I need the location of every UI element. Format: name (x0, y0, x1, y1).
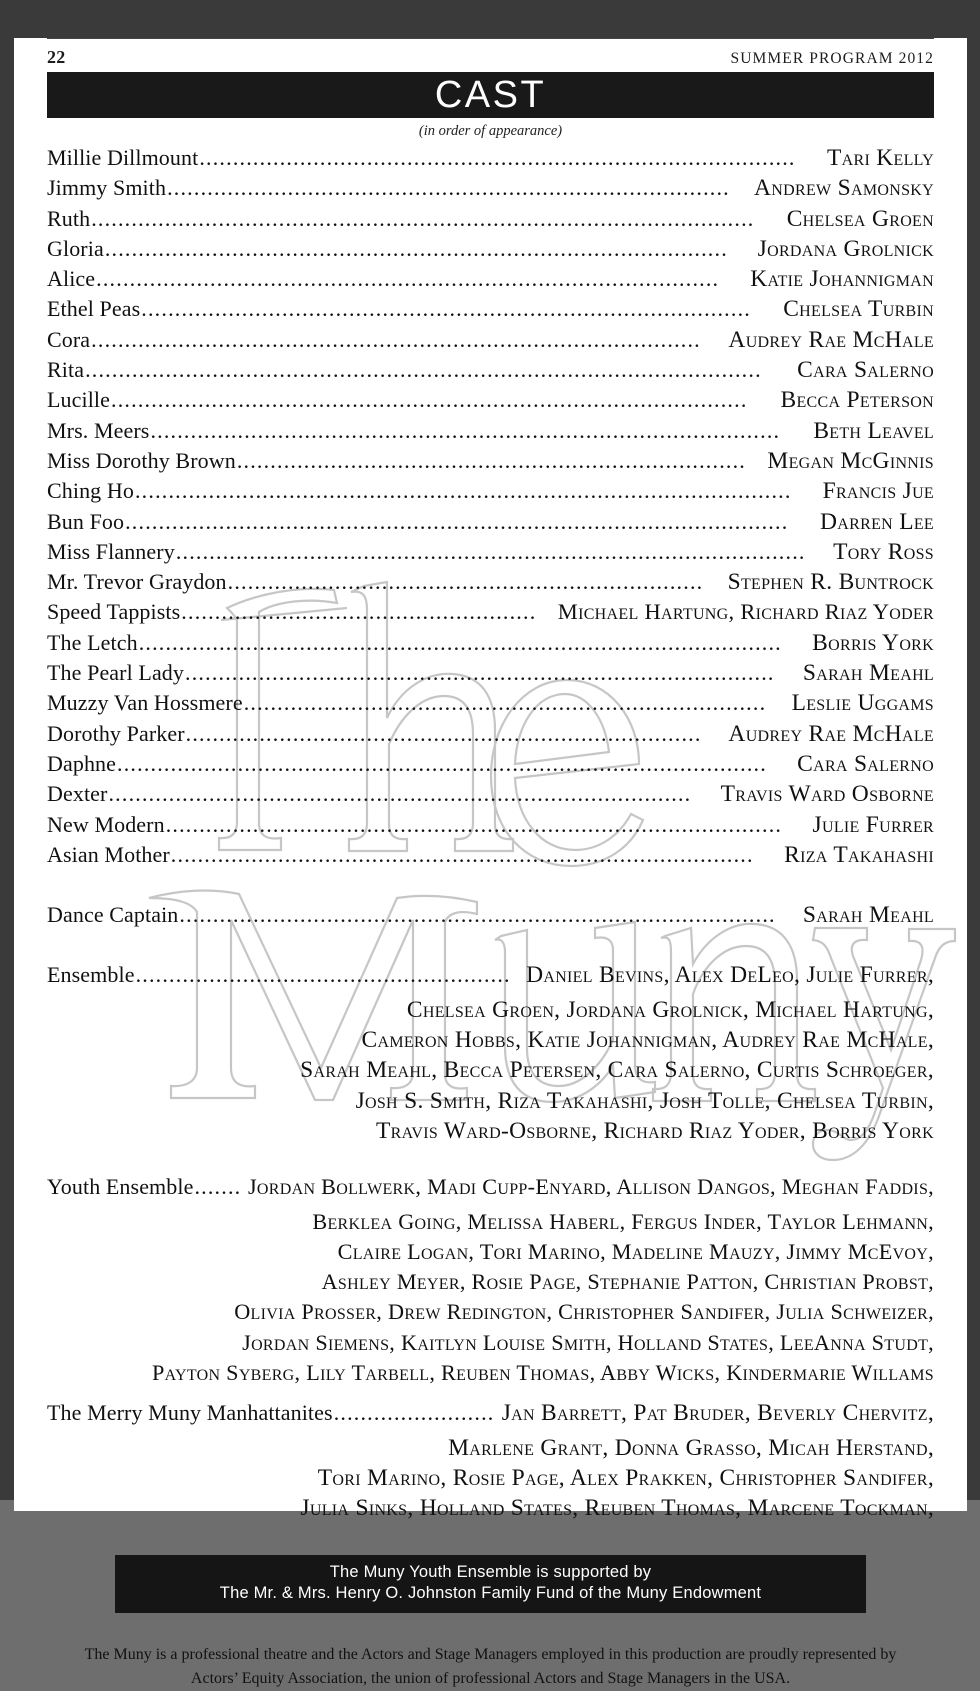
actor-names-line: Ashley Meyer, Rosie Page, Stephanie Patton, Christian Probst, (321, 1269, 934, 1295)
actor-name: Leslie Uggams (791, 690, 934, 717)
manhattanites-block (47, 1402, 934, 1523)
ensemble-block (47, 964, 934, 1146)
actor-name: Sarah Meahl (802, 660, 934, 687)
role-label: Cora (47, 326, 91, 352)
role-label: Daphne (47, 750, 117, 776)
dot-leader: ............................................................................................ (165, 811, 783, 837)
program-title: SUMMER PROGRAM 2012 (730, 50, 934, 67)
actor-names-line: Olivia Prosser, Drew Redington, Christopher Sandifer, Julia Schweizer, (234, 1299, 934, 1325)
actor-name: Francis Jue (822, 478, 934, 505)
dot-leader: ............................................................................. (185, 720, 702, 746)
cast-row (47, 750, 934, 783)
actor-name: Becca Peterson (780, 387, 934, 414)
actor-names-line: Marlene Grant, Donna Grasso, Micah Herstand, (448, 1434, 934, 1461)
dot-leader: ......................................................................................... (179, 902, 776, 928)
cast-row (47, 326, 934, 359)
actor-name: Michael Hartung, Richard Riaz Yoder (557, 599, 934, 625)
actor-name: Tory Ross (833, 538, 934, 565)
role-label: Miss Dorothy Brown (47, 447, 236, 473)
cast-row (47, 692, 934, 722)
actor-names-line: Jordan Siemens, Kaitlyn Louise Smith, Holland States, LeeAnna Studt, (242, 1329, 934, 1355)
role-label: Ruth (47, 205, 91, 231)
cast-row (47, 811, 934, 844)
cast-row (47, 447, 934, 480)
cast-row (47, 205, 934, 238)
actor-names: Daniel Bevins, Alex DeLeo, Julie Furrer, (526, 962, 934, 989)
dot-leader: ......................................................................................... (199, 145, 796, 170)
dot-leader: ............................................................................ (236, 447, 747, 473)
role-label: The Pearl Lady (47, 660, 185, 686)
cast-row (47, 629, 934, 662)
dot-leader: .................................................................................................. (134, 478, 792, 504)
cast-row (47, 480, 934, 510)
cast-row (47, 538, 934, 571)
dot-leader: ..................................................... (181, 599, 537, 625)
dot-leader: .................................................................................... (167, 175, 730, 201)
actor-name: Borris York (812, 629, 934, 656)
cast-subtitle: (in order of appearance) (418, 123, 563, 139)
cast-row (47, 235, 934, 268)
cast-row (47, 601, 934, 631)
actor-names-line: Claire Logan, Tori Marino, Madeline Mauzy, Jimmy McEvoy, (337, 1238, 934, 1264)
role-label: Lucille (47, 387, 111, 413)
actor-name: Jordana Grolnick (757, 235, 934, 262)
dot-leader: ....................................................................................... (170, 841, 754, 867)
actor-names-line: Sarah Meahl, Becca Petersen, Cara Salerno, Curtis Schroeger, (300, 1057, 934, 1084)
role-label: Mrs. Meers (47, 417, 150, 443)
role-label: Ethel Peas (47, 296, 141, 322)
dot-leader: .............................................................................. (243, 690, 767, 716)
actor-names-line: Berklea Going, Melissa Haberl, Fergus Inder, Taylor Lehmann, (312, 1208, 934, 1234)
actor-name: Riza Takahashi (784, 841, 934, 868)
role-label: Alice (47, 266, 96, 292)
cast-heading: CAST (434, 74, 547, 116)
page-number: 22 (47, 47, 66, 67)
role-label: Millie Dillmount (47, 145, 199, 170)
role-label: Dexter (47, 781, 108, 807)
role-label: Gloria (47, 235, 104, 261)
cast-row (47, 177, 934, 207)
dance-captain-row (47, 904, 934, 934)
role-label: Mr. Trevor Graydon (47, 569, 227, 595)
role-label: The Merry Muny Manhattanites (47, 1400, 333, 1426)
program-page (14, 38, 967, 1688)
dot-leader: ..................................................................................................... (85, 357, 762, 383)
role-label: Youth Ensemble (47, 1174, 194, 1200)
actor-name: Sarah Meahl (802, 902, 934, 929)
role-label: Ensemble (47, 962, 135, 988)
equity-line-1: The Muny is a professional theatre and the Actors and Stage Managers employed in this production are proudly represented by (84, 1646, 897, 1664)
role-label: Miss Flannery (47, 538, 175, 564)
dot-leader: ........................................................ (135, 962, 511, 988)
role-label: Speed Tappists (47, 599, 181, 625)
actor-name: Cara Salerno (797, 750, 934, 777)
dot-leader: .............................................................................................. (150, 417, 781, 443)
cast-row (47, 298, 934, 328)
actor-name: Stephen R. Buntrock (727, 569, 934, 596)
dot-leader: ....................................................................................... (108, 781, 692, 807)
role-label: Ching Ho (47, 478, 134, 504)
dot-leader: ....................................................................... (227, 569, 704, 595)
cast-row (47, 783, 934, 813)
role-label: Jimmy Smith (47, 175, 167, 201)
actor-names-line: Chelsea Groen, Jordana Grolnick, Michael Hartung, (406, 996, 934, 1023)
cast-row (47, 508, 934, 541)
actor-names-line: Tori Marino, Rosie Page, Alex Prakken, Christopher Sandifer, (317, 1464, 934, 1491)
actor-name: Tari Kelly (826, 145, 934, 171)
cast-row (47, 417, 934, 450)
actor-name: Andrew Samonsky (754, 175, 934, 202)
dot-leader: ............................................................................................. (104, 235, 728, 261)
support-line-2: The Mr. & Mrs. Henry O. Johnston Family Fund of the Muny Endowment (219, 1584, 762, 1603)
dot-leader: ........................................................................................... (91, 326, 701, 352)
actor-name: Megan McGinnis (767, 447, 934, 474)
actor-names: Jordan Bollwerk, Madi Cupp-Enyard, Allison Dangos, Meghan Faddis, (247, 1174, 934, 1200)
role-label: The Letch (47, 629, 138, 655)
actor-name: Audrey Rae McHale (728, 326, 934, 353)
cast-banner (47, 72, 934, 118)
cast-row (47, 662, 934, 692)
cast-list (47, 147, 934, 874)
cast-row (47, 841, 934, 874)
dot-leader: ................................................................................................. (117, 750, 767, 776)
role-label: Rita (47, 357, 85, 383)
role-label: Dorothy Parker (47, 720, 185, 746)
actor-names: Jan Barrett, Pat Bruder, Beverly Chervitz, (501, 1400, 934, 1427)
role-label: Muzzy Van Hossmere (47, 690, 243, 716)
cast-row (47, 359, 934, 389)
dot-leader: ........................................................................................ (185, 660, 775, 686)
role-label: Bun Foo (47, 508, 125, 534)
spacer (47, 934, 934, 964)
equity-line-2: Actors’ Equity Association, the union of professional Actors and Stage Managers in the USA. (190, 1670, 791, 1688)
dot-leader: ................................................................................................... (91, 205, 755, 231)
support-banner (115, 1555, 866, 1613)
cast-row (47, 147, 934, 177)
dot-leader: ........................................................................................... (141, 296, 751, 322)
actor-name: Travis Ward Osborne (720, 781, 934, 808)
dot-leader: ....... (194, 1174, 242, 1200)
dot-leader: ............................................................................................... (111, 387, 748, 413)
role-label: New Modern (47, 811, 165, 837)
equity-notice (47, 1643, 934, 1691)
role-label: Asian Mother (47, 841, 170, 867)
actor-name: Cara Salerno (797, 357, 934, 384)
actor-name: Julie Furrer (812, 811, 934, 838)
dot-leader: ................................................................................................ (138, 629, 782, 655)
spacer (47, 1146, 934, 1176)
actor-name: Darren Lee (820, 508, 934, 535)
dot-leader: ................................................................................................... (125, 508, 789, 534)
actor-name: Chelsea Groen (786, 205, 934, 232)
cast-row (47, 389, 934, 419)
spacer (47, 874, 934, 904)
dot-leader: .............................................................................................. (175, 538, 806, 564)
cast-row (47, 268, 934, 298)
actor-name: Beth Leavel (813, 417, 934, 444)
actor-names-line: Julia Sinks, Holland States, Reuben Thomas, Marcene Tockman, (300, 1495, 934, 1522)
cast-row (47, 720, 934, 753)
youth-ensemble-block (47, 1176, 934, 1388)
support-line-1: The Muny Youth Ensemble is supported by (329, 1563, 652, 1582)
dot-leader: ........................ (333, 1400, 495, 1426)
cast-row (47, 571, 934, 601)
spacer (47, 1523, 934, 1555)
actor-names-line: Travis Ward-Osborne, Richard Riaz Yoder, Borris York (375, 1117, 934, 1144)
actor-name: Katie Johannigman (750, 266, 934, 293)
running-head (47, 38, 934, 68)
actor-name: Chelsea Turbin (783, 296, 934, 323)
actor-names-line: Josh S. Smith, Riza Takahashi, Josh Tolle, Chelsea Turbin, (355, 1087, 934, 1114)
dot-leader: ............................................................................................. (96, 266, 720, 292)
role-label: Dance Captain (47, 902, 179, 928)
actor-names-line: Payton Syberg, Lily Tarbell, Reuben Thomas, Abby Wicks, Kindermarie Willams (151, 1359, 934, 1385)
actor-names-line: Cameron Hobbs, Katie Johannigman, Audrey Rae McHale, (361, 1027, 934, 1054)
actor-name: Audrey Rae McHale (728, 720, 934, 747)
